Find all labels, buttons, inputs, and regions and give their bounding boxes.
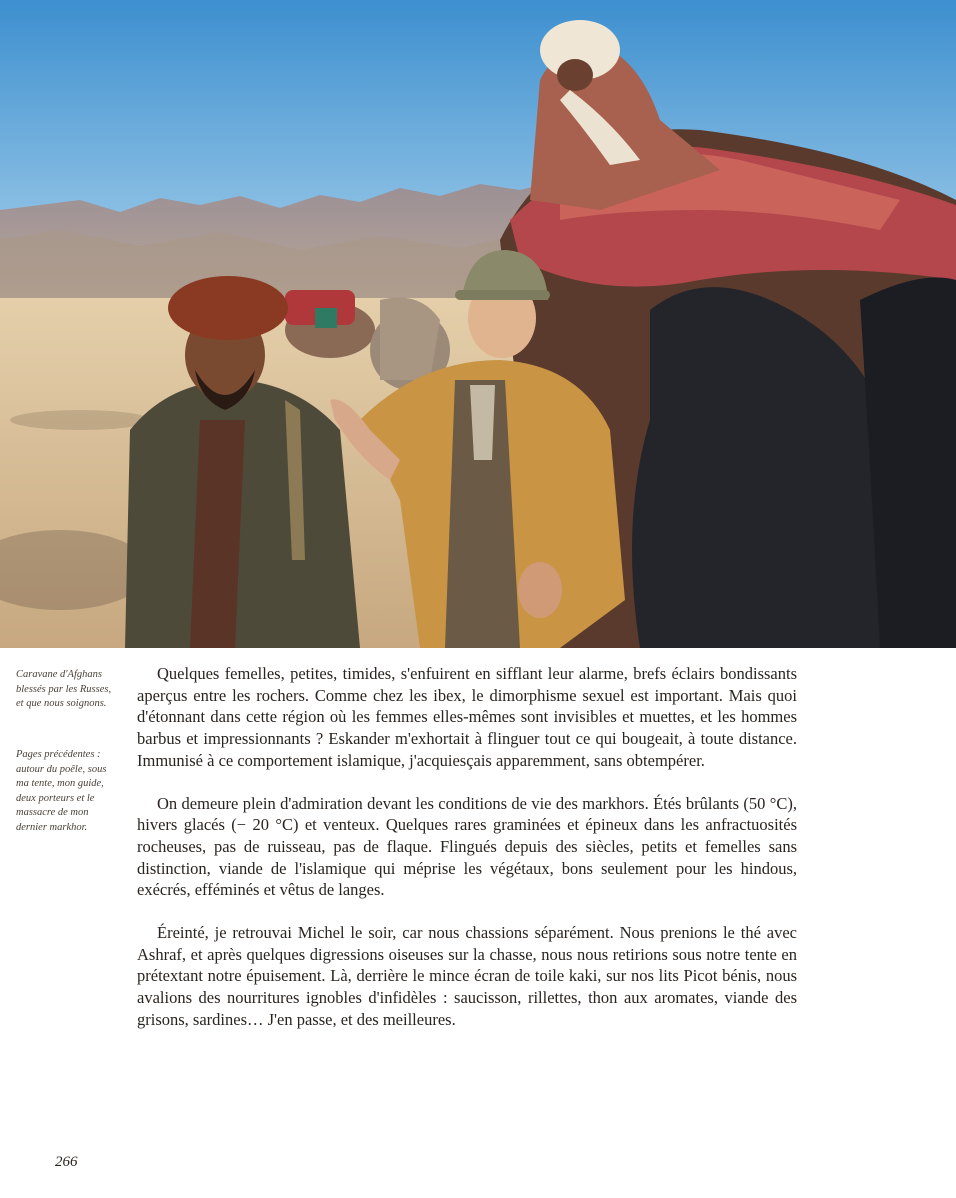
paragraph-3: Éreinté, je retrouvai Michel le soir, car nous chassions séparément. Nous prenions le thé avec Ashraf, et après quelques digressions oiseuses sur la chasse, nous nous retirions sous notre tente en prétextant notre épuisement. Là, derrière le mince écran de toile kaki, sur nos lits Picot bénis, nous avalions des nourritures ignobles d'infidèles : saucisson, rillettes, thon aux aromates, viande des grisons, sardines… J'en passe, et des meilleures. [137, 923, 797, 1029]
previous-pages-caption: Pages précédentes : autour du poêle, sous ma tente, mon guide, deux porteurs et le massacre de mon dernier markhor. [16, 749, 107, 833]
paragraph-2: On demeure plein d'admiration devant les conditions de vie des markhors. Étés brûlants (50 °C), hivers glacés (− 20 °C) et venteux. Quelques rares graminées et épineux dans les anfractuosités rocheuses, pas de ruisseau, pas de flaque. Flingués depuis des siècles, petits et femelles sans distinction, viande de l'islamique qui méprise les végétaux, bons seulement pour les hindous, exécrés, efféminés et vêtus de langes. [137, 793, 797, 900]
photo-caption: Caravane d'Afghans blessés par les Russes, et que nous soignons. [16, 669, 112, 709]
article-body [137, 663, 797, 1052]
page-number: 266 [55, 1154, 78, 1170]
paragraph-1: Quelques femelles, petites, timides, s'enfuirent en sifflant leur alarme, brefs éclairs bondissants aperçus entre les rochers. Comme chez les ibex, le dimorphisme sexuel est important. Mais quoi d'étonnant dans cette région où les femmes elles-mêmes sont invisibles et muettes, et les hommes barbus et impressionnants ? Eskander m'exhortait à flinguer tout ce qui bougeait, à toute distance. Immunisé à ce comportement islamique, j'acquiesçais apparemment, sans obtempérer. [137, 664, 797, 770]
